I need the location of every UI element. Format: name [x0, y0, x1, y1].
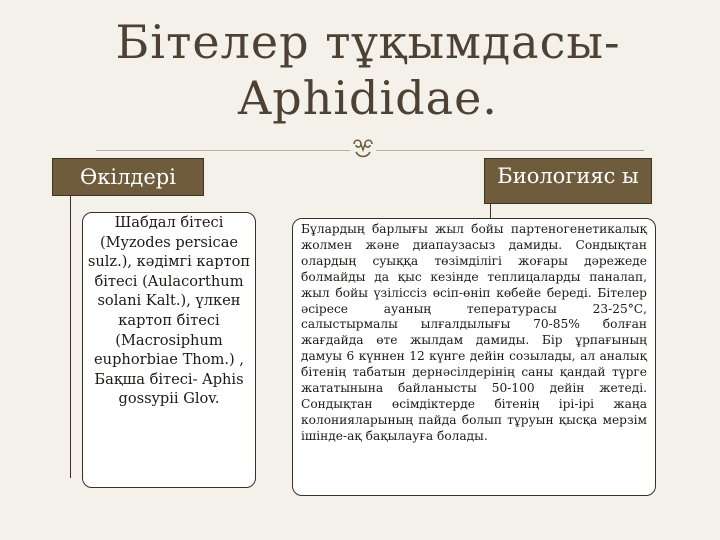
slide-title [108, 14, 628, 126]
biology-panel [292, 218, 656, 496]
right-connector-line [490, 204, 491, 218]
biology-header: Биологияс ы [484, 158, 652, 204]
left-connector-line [70, 196, 71, 478]
representatives-panel [82, 212, 256, 488]
biology-text: Бұлардың барлығы жыл бойы партеногенетикалық жолмен және диапаузасыз дамиды. Сондықтан олардың суыққа төзімділігі жоғары дәрежеде болмайды да қыс кезінде теплицаларды паналап, жыл бойы үзіліссіз өсіп-өніп көбейе береді. Бітелер әсіресе ауаның тепературасы 23-25°С, салыстырмалы ылғалдылығы 70-85% болған жағдайда өте жылдам дамиды. Бір ұрпағының дамуы 6 күннен 12 күнге дейін созылады, ал аналық бітенің табатын дернәсілдерінің саны қандай түрге жататынына байланысты 50-100 дейін жетеді. Сондықтан өсімдіктерде бітенің ірі-ірі жаңа колонияларының пайда болып тұруын қысқа мерзім ішінде-ақ бақылауға болады. [301, 222, 647, 443]
representatives-header: Өкілдері [52, 158, 204, 196]
title-line-2: Aphididae. [238, 71, 498, 125]
scroll-flourish-icon [350, 136, 376, 162]
title-line-1: Бітелер тұқымдасы- [115, 15, 621, 69]
representatives-text: Шабдал бітесі (Myzodes persicae sulz.), кәдімгі картоп бітесі (Aulacorthum solani Kalt.), үлкен картоп бітесі (Macrosiphum euphorbiae Thom.) , Бақша бітесі- Aphis gossypii Glov. [87, 214, 251, 408]
